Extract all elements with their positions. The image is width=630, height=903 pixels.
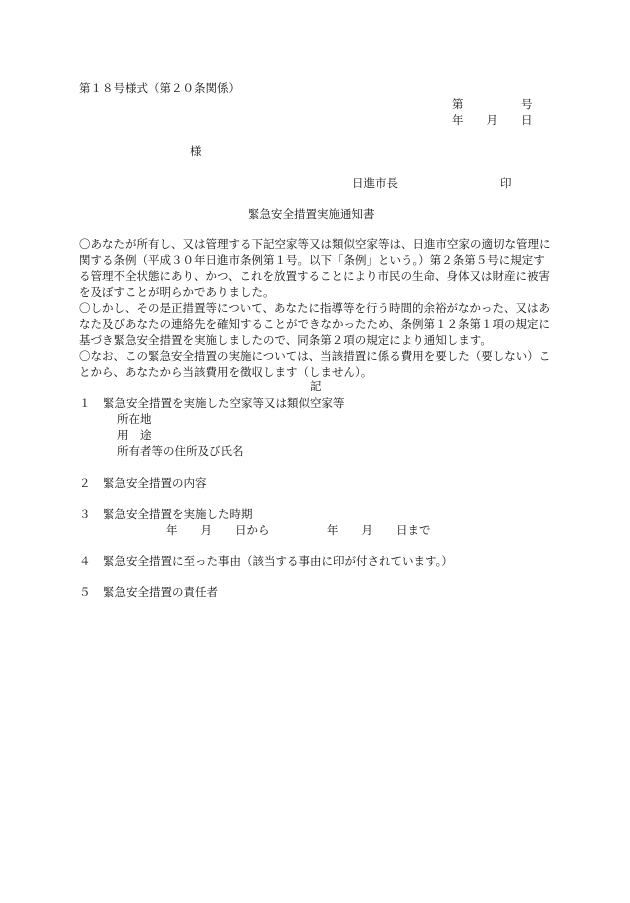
item-label: 緊急安全措置の責任者: [103, 585, 218, 599]
seal-mark: 印: [500, 176, 512, 190]
document-number: 第 号: [452, 97, 533, 111]
body-paragraph-2: 〇しかし、その是正措置等について、あなたに指導等を行う時間的余裕がなかった、又はあなた及びあなたの連絡先を確知することができなかったため、条例第１２条第１項の規定に基づき緊急安全措置を実施しましたので、同条第２項の規定により通知します。: [79, 301, 551, 347]
item-label: 緊急安全措置の内容: [103, 476, 207, 490]
item-number: １: [79, 396, 91, 410]
item-number: ４: [79, 554, 91, 568]
item-number: ５: [79, 585, 91, 599]
body-paragraph-1: 〇あなたが所有し、又は管理する下記空家等又は類似空家等は、日進市空家の適切な管理に関する条例（平成３０年日進市条例第１号。以下「条例」という。）第２条第５号に規定する管理不全状態にあり、かつ、これを放置することにより市民の生命、身体又は財産に被害を及ぼすことが明らかでありました。: [79, 237, 551, 299]
item-3-period: 年 月 日から 年 月 日まで: [166, 523, 431, 537]
item-5: [79, 584, 218, 600]
form-label: 第１８号様式（第２０条関係）: [79, 81, 240, 95]
body-text: [79, 236, 553, 380]
item-1: [79, 395, 345, 411]
ki-heading: 記: [310, 379, 322, 393]
item-2: [79, 475, 207, 491]
item-label: 緊急安全措置を実施した空家等又は類似空家等: [103, 396, 345, 410]
body-paragraph-3: 〇なお、この緊急安全措置の実施については、当該措置に係る費用を要した（要しない）ことから、あなたから当該費用を徴収します（しません）。: [79, 349, 551, 379]
item-4: [79, 553, 453, 569]
item-number: ３: [79, 507, 91, 521]
item-label: 緊急安全措置を実施した時期: [103, 507, 253, 521]
document-title: 緊急安全措置実施通知書: [248, 207, 375, 221]
document-date: 年 月 日: [452, 113, 533, 127]
item-label: 緊急安全措置に至った事由（該当する事由に印が付されています。）: [103, 554, 453, 568]
item-1-sub-owner: 所有者等の住所及び氏名: [117, 444, 244, 458]
issuer-name: 日進市長: [352, 176, 398, 190]
addressee-suffix: 様: [190, 144, 202, 158]
item-number: ２: [79, 476, 91, 490]
item-1-sub-use: 用 途: [117, 428, 152, 442]
item-1-sub-location: 所在地: [117, 412, 152, 426]
item-3: [79, 506, 253, 522]
